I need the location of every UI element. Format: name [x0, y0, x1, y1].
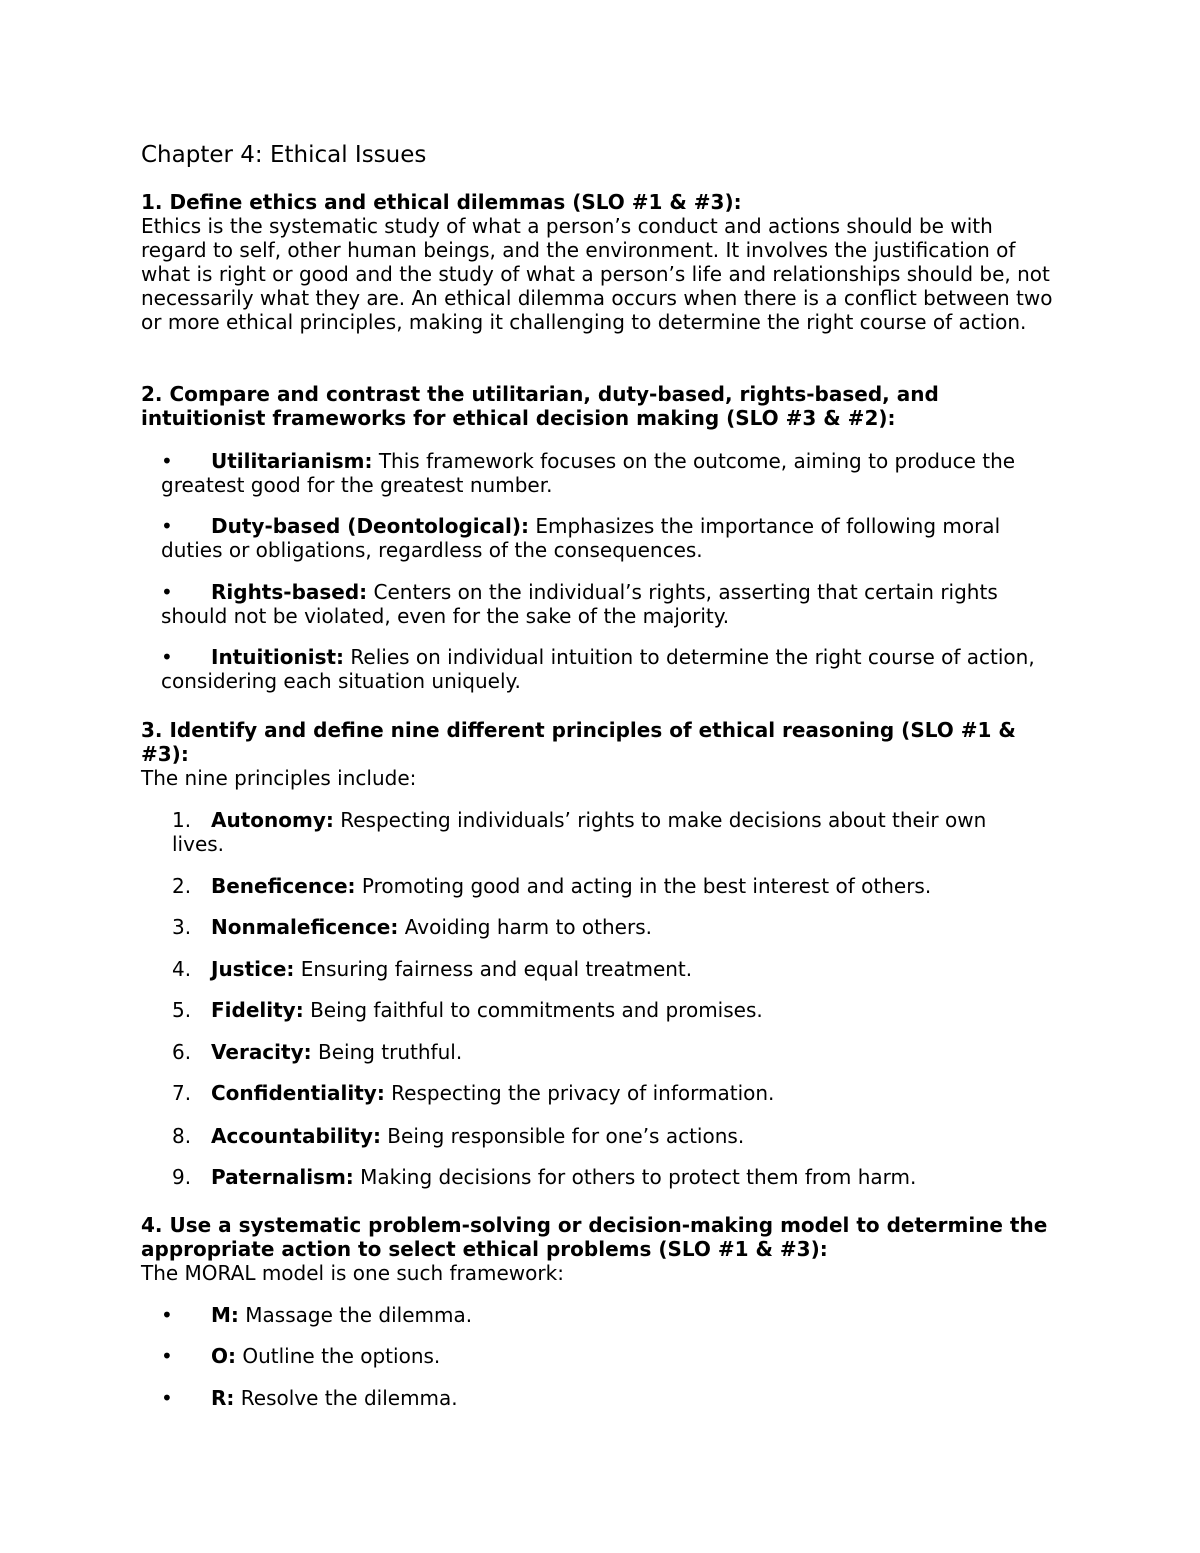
list-number: 1.	[172, 808, 192, 832]
section-4-intro: The MORAL model is one such framework:	[141, 1261, 564, 1285]
principle-item	[172, 1081, 1032, 1105]
principle-term: Justice:	[211, 957, 295, 981]
framework-item-rights-based	[161, 580, 1041, 628]
framework-term: Duty-based (Deontological):	[211, 514, 529, 538]
principle-term: Paternalism:	[211, 1165, 354, 1189]
bullet-icon: •	[161, 449, 173, 473]
framework-term: Intuitionist:	[211, 645, 345, 669]
moral-term: R:	[211, 1386, 235, 1410]
section-3-intro: The nine principles include:	[141, 766, 417, 790]
section-2-heading: 2. Compare and contrast the utilitarian, duty-based, rights-based, and intuitionist frameworks for ethical decision making (SLO #3 & #2):	[141, 382, 939, 430]
principle-text: Being responsible for one’s actions.	[380, 1124, 745, 1148]
moral-term: O:	[211, 1344, 236, 1368]
bullet-icon: •	[161, 1344, 173, 1368]
moral-item	[161, 1386, 1041, 1410]
principle-item	[172, 874, 1032, 898]
page-title: Chapter 4: Ethical Issues	[141, 142, 427, 168]
section-3-heading: 3. Identify and define nine different principles of ethical reasoning (SLO #1 & #3):	[141, 718, 1016, 766]
list-number: 4.	[172, 957, 192, 981]
moral-text: Outline the options.	[236, 1344, 441, 1368]
bullet-icon: •	[161, 580, 173, 604]
moral-text: Resolve the dilemma.	[234, 1386, 458, 1410]
framework-text: Centers on the individual’s rights, asserting that certain rights should not be violated, even for the sake of the majority.	[161, 580, 998, 628]
principle-text: Being faithful to commitments and promises.	[303, 998, 763, 1022]
moral-item	[161, 1303, 1041, 1327]
moral-text: Massage the dilemma.	[238, 1303, 473, 1327]
principle-term: Accountability:	[211, 1124, 381, 1148]
principle-text: Ensuring fairness and equal treatment.	[294, 957, 693, 981]
principle-item	[172, 808, 1032, 856]
section-4-heading: 4. Use a systematic problem-solving or decision-making model to determine the appropriate action to select ethical problems (SLO #1 & #3):	[141, 1213, 1048, 1261]
principle-text: Avoiding harm to others.	[398, 915, 652, 939]
framework-item-utilitarianism	[161, 449, 1041, 497]
moral-item	[161, 1344, 1041, 1368]
list-number: 3.	[172, 915, 192, 939]
framework-text: Relies on individual intuition to determine the right course of action, considering each situation uniquely.	[161, 645, 1035, 693]
principle-term: Beneficence:	[211, 874, 356, 898]
list-number: 7.	[172, 1081, 192, 1105]
bullet-icon: •	[161, 1303, 173, 1327]
principle-item	[172, 1165, 1032, 1189]
principle-term: Confidentiality:	[211, 1081, 385, 1105]
principle-text: Respecting individuals’ rights to make decisions about their own lives.	[172, 808, 987, 856]
list-number: 9.	[172, 1165, 192, 1189]
principle-item	[172, 1124, 1032, 1148]
section-1-heading: 1. Define ethics and ethical dilemmas (SLO #1 & #3):	[141, 190, 742, 214]
framework-text: Emphasizes the importance of following moral duties or obligations, regardless of the consequences.	[161, 514, 1001, 562]
list-number: 8.	[172, 1124, 192, 1148]
framework-text: This framework focuses on the outcome, aiming to produce the greatest good for the greatest number.	[161, 449, 1016, 497]
principle-text: Making decisions for others to protect them from harm.	[353, 1165, 917, 1189]
principle-text: Respecting the privacy of information.	[384, 1081, 775, 1105]
framework-item-duty-based	[161, 514, 1041, 562]
list-number: 6.	[172, 1040, 192, 1064]
principle-term: Nonmaleficence:	[211, 915, 399, 939]
section-1-body: Ethics is the systematic study of what a person’s conduct and actions should be with regard to self, other human beings, and the environment. It involves the justification of what is right or good and the study of what a person’s life and relationships should be, not necessarily what they are. An ethical dilemma occurs when there is a conflict between two or more ethical principles, making it challenging to determine the right course of action.	[141, 214, 1053, 334]
moral-term: M:	[211, 1303, 239, 1327]
principle-text: Being truthful.	[311, 1040, 463, 1064]
principle-item	[172, 957, 1032, 981]
framework-item-intuitionist	[161, 645, 1041, 693]
bullet-icon: •	[161, 514, 173, 538]
framework-term: Utilitarianism:	[211, 449, 373, 473]
bullet-icon: •	[161, 645, 173, 669]
principle-term: Autonomy:	[211, 808, 334, 832]
bullet-icon: •	[161, 1386, 173, 1410]
principle-item	[172, 915, 1032, 939]
list-number: 5.	[172, 998, 192, 1022]
principle-term: Veracity:	[211, 1040, 312, 1064]
framework-term: Rights-based:	[211, 580, 368, 604]
list-number: 2.	[172, 874, 192, 898]
principle-term: Fidelity:	[211, 998, 304, 1022]
principle-text: Promoting good and acting in the best interest of others.	[355, 874, 932, 898]
principle-item	[172, 1040, 1032, 1064]
principle-item	[172, 998, 1032, 1022]
